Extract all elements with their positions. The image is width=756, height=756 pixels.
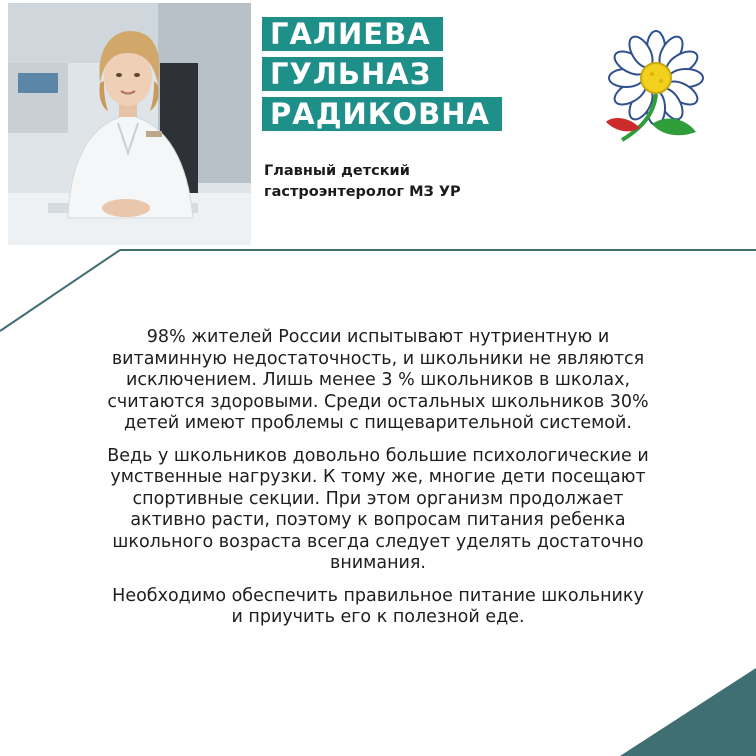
text-line: витаминную недостаточность, и школьники не являются [111, 348, 645, 369]
doctor-name [262, 17, 502, 137]
text-line: 98% жителей России испытывают нутриентную и [146, 327, 610, 347]
name-line: РАДИКОВНА [262, 97, 502, 131]
text-line: активно расти, поэтому к вопросам питания ребенка [130, 510, 626, 530]
role-line: гастроэнтеролог МЗ УР [264, 184, 461, 200]
daisy-flower-icon [600, 28, 716, 154]
text-line: внимания. [330, 553, 426, 573]
paragraph [38, 446, 718, 575]
text-line: Ведь у школьников довольно большие психологические и [107, 445, 649, 466]
doctor-photo [8, 3, 251, 245]
text-line: спортивные секции. При этом организм продолжает [132, 488, 624, 509]
name-line: ГАЛИЕВА [262, 17, 443, 51]
text-line: исключением. Лишь менее 3 % школьников в школах, [125, 370, 631, 390]
text-line: Необходимо обеспечить правильное питание школьнику [112, 585, 644, 606]
article-text [38, 327, 718, 640]
text-line: умственные нагрузки. К тому же, многие дети посещают [110, 467, 646, 487]
text-line: детей имеют проблемы с пищеварительной системой. [124, 413, 632, 433]
text-line: и приучить его к полезной еде. [231, 607, 525, 627]
doctor-role [264, 161, 461, 203]
text-line: считаются здоровыми. Среди остальных школьников 30% [107, 391, 649, 412]
name-line: ГУЛЬНАЗ [262, 57, 443, 91]
paragraph [38, 586, 718, 629]
paragraph [38, 327, 718, 435]
text-line: школьного возраста всегда следует уделять достаточно [112, 531, 644, 552]
role-line: Главный детский [264, 163, 410, 179]
